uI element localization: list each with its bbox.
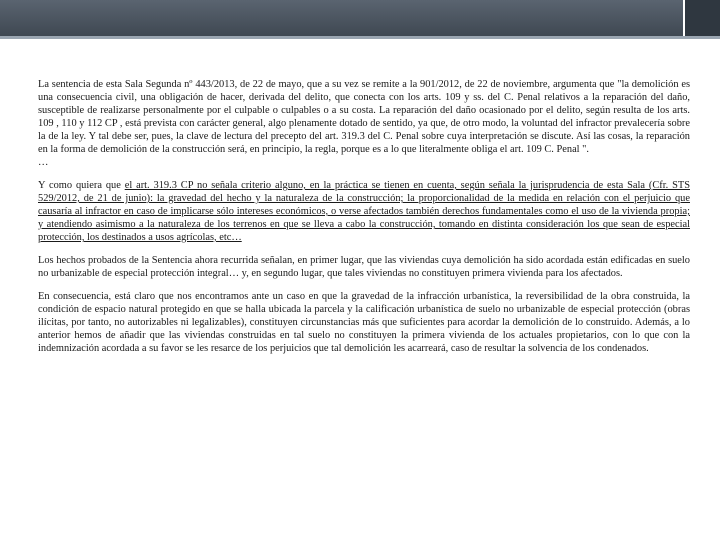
paragraph-criterios [38,179,690,244]
paragraph-criterios-prefix: Y como quiera que [38,180,125,191]
paragraph-hechos-probados: Los hechos probados de la Sentencia ahora recurrida señalan, en primer lugar, que las viviendas cuya demolición ha sido acordada están edificadas en suelo no urbanizable de especial protección integral… y, en segundo lugar, que tales viviendas no constituyen primera vivienda para los afectados. [38,255,690,279]
ellipsis-marker: … [38,157,49,168]
header-accent-line [0,36,720,39]
paragraph-consecuencia: En consecuencia, está claro que nos encontramos ante un caso en que la gravedad de la infracción urbanística, la reversibilidad de la obra construida, la condición de espacio natural protegido en que se halla ubicada la parcela y la calificación urbanística de suelo no urbanizable de especial protección (obras ilícitas, por tanto, no autorizables ni legalizables), constituyen circunstancias más que suficientes para acordar la demolición de lo construido. Además, a lo anterior hemos de añadir que las viviendas construidas en tal suelo no constituyen la primera vivienda de los actuales propietarios, con lo que con la indemnización acordada a su favor se les resarce de los perjuicios que tal demolición les acarreará, caso de resultar la solvencia de los condenados. [38,291,690,354]
header-dark-strip [0,0,720,36]
paragraph-sentencia: La sentencia de esta Sala Segunda nº 443/2013, de 22 de mayo, que a su vez se remite a la 901/2012, de 22 de noviembre, argumenta que "la demolición es una consecuencia civil, una obligación de hacer, derivada del delito, que conecta con los arts. 109 y ss. del C. Penal relativos a la reparación del daño, susceptible de realizarse personalmente por el culpable o culpables o a su costa. La reparación del daño ocasionado por el delito, según resulta de los arts. 109 , 110 y 112 CP , está prevista con carácter general, algo plenamente dotado de sentido, ya que, de otro modo, la voluntad del infractor prevalecería sobre la de la ley. Y tal debe ser, pues, la clave de lectura del precepto del art. 319.3 del C. Penal sobre cuya interpretación se discute. Así las cosas, la reparación en la forma de demolición de la construcción será, en principio, la regla, porque es a lo que literalmente obliga el art. 109 C. Penal ". [38,79,690,155]
header-corner-block [683,0,720,36]
slide-body [38,78,690,365]
paragraph-criterios-underlined: el art. 319.3 CP no señala criterio alguno, en la práctica se tienen en cuenta, según señala la jurisprudencia de esta Sala (Cfr. STS 529/2012, de 21 de junio): la gravedad del hecho y la naturaleza de la construcción; la proporcionalidad de la medida en relación con el perjuicio que causaría al infractor en caso de implicarse sólo intereses económicos, o verse afectados también derechos fundamentales como el uso de la vivienda propia; y atendiendo asimismo a la naturaleza de los terrenos en que se lleva a cabo la construcción, tomando en distinta consideración los que sean de especial protección, los destinados a usos agrícolas, etc… [38,180,690,243]
slide-header-band [0,0,720,52]
